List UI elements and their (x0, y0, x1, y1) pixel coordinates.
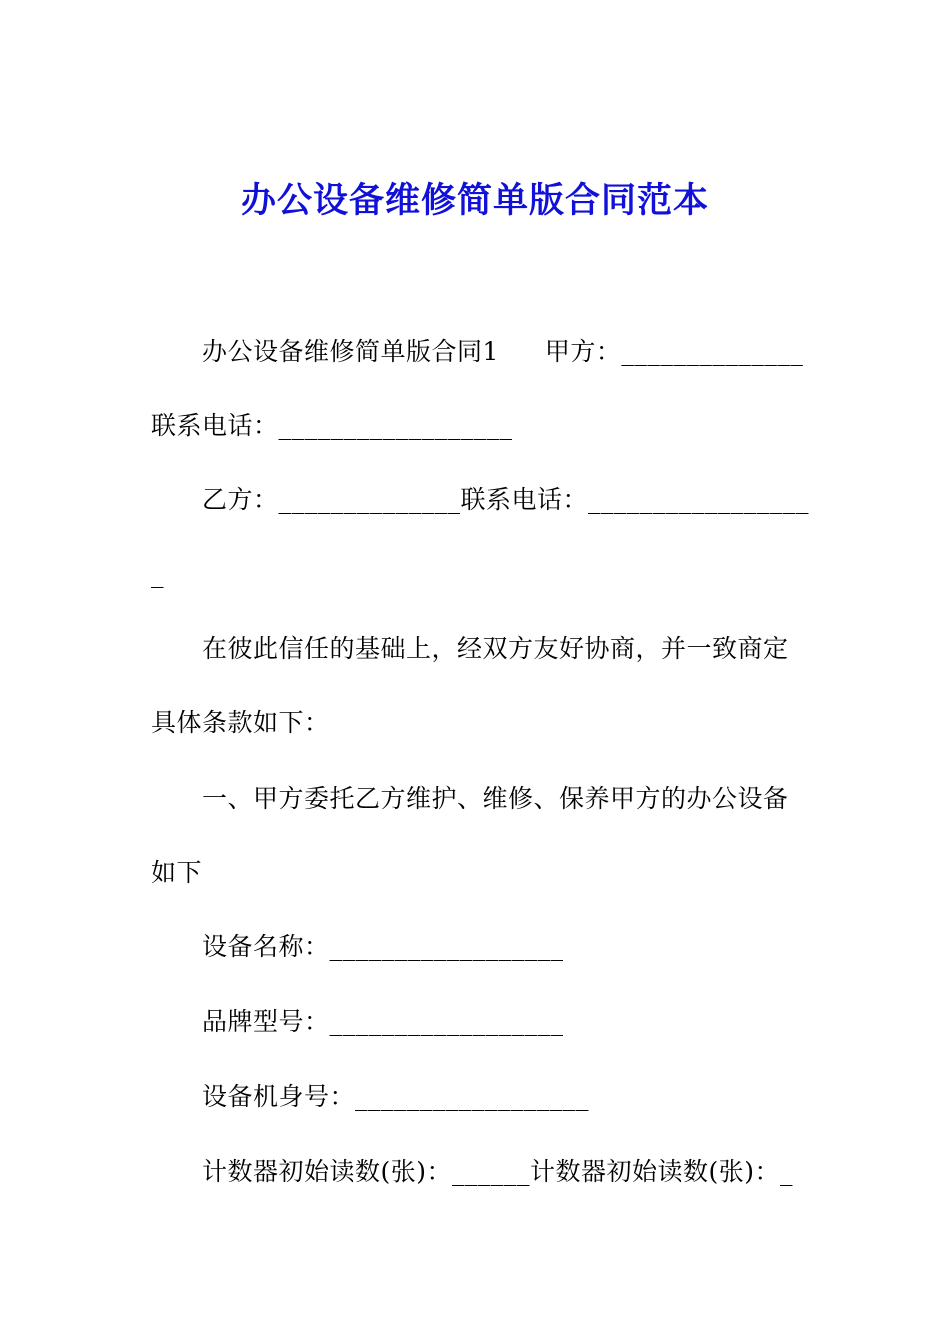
counter-reading-field: 计数器初始读数(张)：______计数器初始读数(张)：_ (202, 1157, 794, 1186)
contract-subtitle: 办公设备维修简单版合同1 (202, 337, 499, 366)
clause-one-continued: 如下 (151, 858, 203, 887)
party-b-line: 乙方：______________联系电话：_________________ (202, 485, 810, 514)
brand-model-field: 品牌型号：__________________ (202, 1007, 564, 1036)
first-line (202, 334, 803, 370)
paragraph-intro: 在彼此信任的基础上，经双方友好协商，并一致商定 (202, 634, 789, 663)
party-b-phone-overflow: _ (151, 559, 164, 588)
serial-number-field: 设备机身号：__________________ (202, 1082, 590, 1111)
paragraph-intro-continued: 具体条款如下： (151, 708, 330, 737)
document-title: 办公设备维修简单版合同范本 (240, 180, 709, 221)
clause-one: 一、甲方委托乙方维护、维修、保养甲方的办公设备 (202, 784, 789, 813)
equipment-name-field: 设备名称：__________________ (202, 932, 564, 961)
party-a-field: 甲方：______________ (544, 337, 804, 366)
party-a-phone-field: 联系电话：__________________ (151, 411, 513, 440)
